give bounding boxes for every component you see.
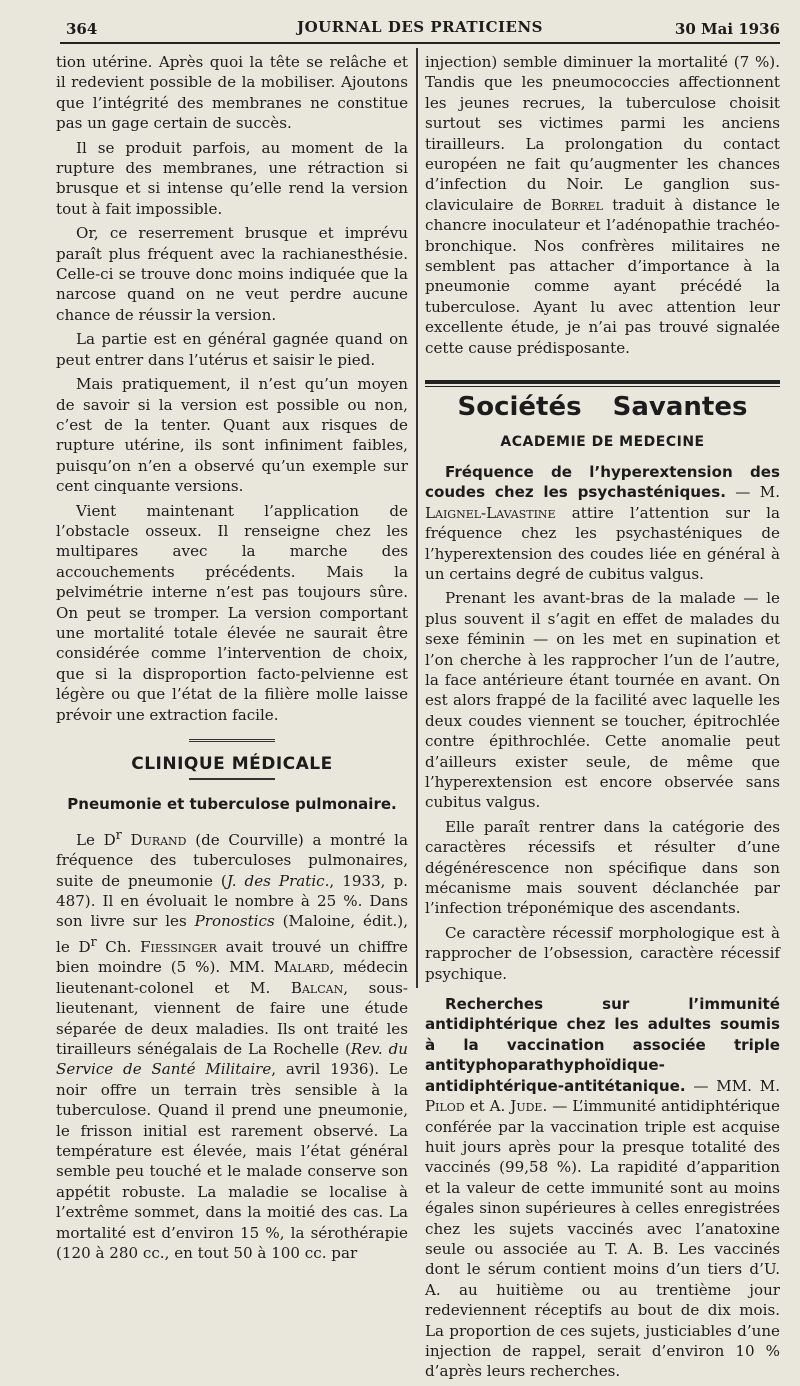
author: Jude xyxy=(510,1097,543,1116)
journal-title: JOURNAL DES PRATICIENS xyxy=(297,18,543,36)
section-heading: CLINIQUE MÉDICALE xyxy=(131,754,333,774)
section-title: Sociétés Savantes xyxy=(457,392,748,423)
page-header xyxy=(60,10,780,44)
article-paragraph: Recherches sur l’immunité antidiphtérique chez les adultes soumis à la vaccination associée triple antityphoparathyphoïdique-antidiphtérique-antitétanique. — MM. M. Pilod et A. Jude. — L’immunité antidiphtérique conférée par la vaccination triple est acquise huit jours après pour la presque totalité des vaccinés (99,58 %). La rapidité d’apparition et la valeur de cette immunité sont au moins égales sinon supérieures à celles enregistrées chez les sujets vaccinés avec l’anatoxine seule ou associée au T. A. B. Les vaccinés dont le sérum contient moins d’un tiers d’U. A. au huitième ou au trentième jour redeviennent réceptifs au bout de dix mois. La proportion de ces sujets, justiciables d’une injection de rappel, serait d’environ 10 % d’après leurs recherches. xyxy=(425,995,780,1381)
article-title: Fréquence de l’hyperextension des coudes chez les psychasténiques. xyxy=(425,462,780,502)
paragraph: La partie est en général gagnée quand on peut entrer dans l’utérus et saisir le pied. xyxy=(56,330,408,369)
section-rule xyxy=(425,380,780,387)
heading-underline xyxy=(189,778,275,780)
author: Pilod xyxy=(425,1097,465,1116)
page-number: 364 xyxy=(66,20,98,38)
paragraph: Ce caractère récessif morphologique est à rapprocher de l’obsession, caractère récessif psychique. xyxy=(425,923,780,983)
article-title: Recherches sur l’immunité antidiphtérique chez les adultes soumis à la vaccination associée triple antityphoparathyphoïdique-antidiphtérique-antitétanique. xyxy=(425,995,780,1095)
article-paragraph: Le $D^r$ Durand (de Courville) a montré la fréquence des tuberculoses pulmonaires, suite de pneumonie (J. des Pratic., 1933, p. 487). Il en évoluait le nombre à 25 %. Dans son livre sur les Pronostics (Maloine, édit.), le $D^r$ Ch. Fiessinger avait trouvé un chiffre bien moindre (5 %). MM. Malard, médecin lieutenant-colonel et M. Balcan, sous-lieutenant, viennent de faire une étude séparée de deux maladies. Ils ont traité les tirailleurs sénégalais de La Rochelle (Rev. du Service de Santé Militaire, avril 1936). Le noir offre un terrain très sensible à la tuberculose. Quand il prend une pneumonie, le frisson initial est rarement observé. La température est élevée, mais l’état général semble peu touché et le malade conserve son appétit robuste. La maladie se localise à l’extrême sommet, dans la moitié des cas. La mortalité est d’environ 15 %, la sérothérapie (120 à 280 cc., en tout 50 à 100 cc. par xyxy=(56,826,409,1262)
author: Laignel-Lavastine xyxy=(425,503,556,522)
paragraph: Or, ce reserrement brusque et imprévu paraît plus fréquent avec la rachianesthésie. Celle-ci se trouve donc moins indiquée que la narcose quand on ne veut perdre aucune chance de réussir la version. xyxy=(56,224,408,324)
article-title: Pneumonie et tuberculose pulmonaire. xyxy=(67,795,397,814)
paragraph: tion utérine. Après quoi la tête se relâche et il redevient possible de la mobiliser. Ajoutons que l’intégrité des membranes ne constitue pas un gage certain de succès. xyxy=(56,53,408,133)
paragraph: Prenant les avant-bras de la malade — le plus souvent il s’agit en effet de malades du sexe féminin — on les met en supination et l’on cherche à les rapprocher l’un de l’autre, la face antérieure étant tournée en avant. On est alors frappé de la facilité avec laquelle les deux coudes viennent se toucher, épitrochlée contre épithrochlée. Cette anomalie peut d’ailleurs exister seule, de même que l’hyperextension est encore observée sans cubitus valgus. xyxy=(425,589,780,812)
issue-date: 30 Mai 1936 xyxy=(674,20,780,38)
left-column xyxy=(56,52,408,1267)
article-paragraph: Fréquence de l’hyperextension des coudes chez les psychasténiques. — M. Laignel-Lavastine attire l’attention sur la fréquence chez les psychasténiques de l’hyperextension des coudes liée en général à un certains degré de cubitus valgus. xyxy=(425,462,780,583)
continuation-paragraph: injection) semble diminuer la mortalité (7 %). Tandis que les pneumococcies affectionnent les jeunes recrues, la tuberculose choisit surtout ses victimes parmi les anciens tirailleurs. La prolongation du contact européen ne fait qu’augmenter les chances d’infection du Noir. Le ganglion sus-claviculaire de Borrel traduit à distance le chancre inoculateur et l’adénopathie trachéo-bronchique. Nos confrères militaires ne semblent pas attacher d’importance à la pneumonie comme ayant précédé la tuberculose. Ayant lu avec attention leur excellente étude, je n’ai pas trouvé signalée cette cause prédisposante. xyxy=(425,53,780,357)
section-rule xyxy=(189,739,275,742)
society-name: ACADEMIE DE MEDECINE xyxy=(500,433,705,450)
right-column xyxy=(425,52,780,1386)
paragraph: Mais pratiquement, il n’est qu’un moyen de savoir si la version est possible ou non, c’est de la tenter. Quant aux risques de rupture utérine, ils sont infiniment faibles, puisqu’on n’en a observé qu’un exemple sur cent cinquante versions. xyxy=(56,375,408,496)
paragraph: Elle paraît rentrer dans la catégorie des caractères récessifs et résulter d’une dégénérescence non spécifique dans son mécanisme mais souvent déclanchée par l’infection tréponémique des ascendants. xyxy=(425,817,780,918)
column-divider xyxy=(416,48,418,988)
paragraph: Il se produit parfois, au moment de la rupture des membranes, une rétraction si brusque et si intense qu’elle rend la version tout à fait impossible. xyxy=(56,138,408,218)
paragraph: Vient maintenant l’application de l’obstacle osseux. Il renseigne chez les multipares avec la marche des accouchements précédents. Mais la pelvimétrie interne n’est pas toujours sûre. On peut se tromper. La version comportant une mortalité totale élevée ne saurait être considérée comme l’intervention de choix, que si la disproportion facto-pelvienne est légère ou que l’état de la filière molle laisse prévoir une extraction facile. xyxy=(56,501,408,724)
